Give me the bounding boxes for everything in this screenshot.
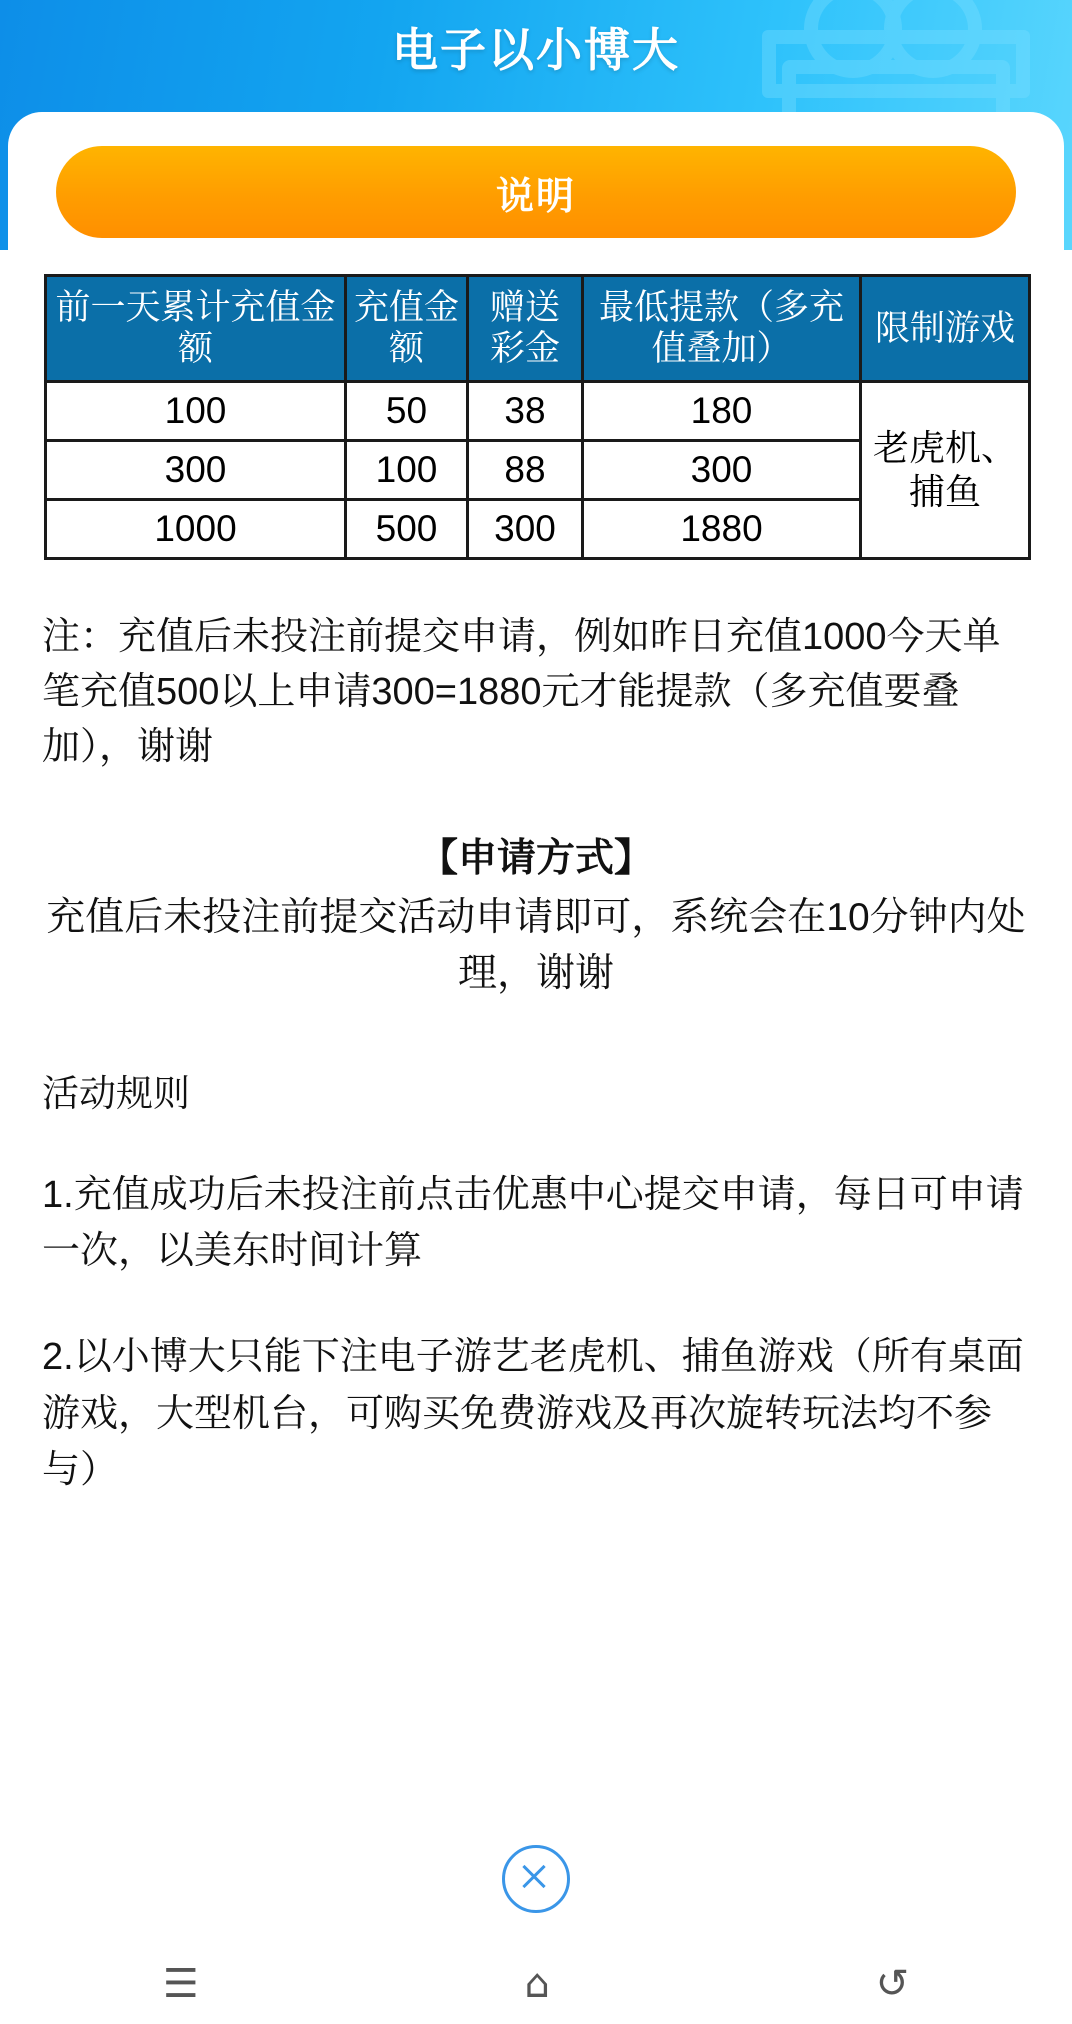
table-header-cell: 限制游戏 [861, 276, 1030, 382]
system-navigation-bar [0, 1944, 1072, 2024]
table-cell: 1880 [583, 499, 861, 558]
table-cell: 100 [46, 381, 346, 440]
promo-table [44, 274, 1031, 560]
apply-method-title: 【申请方式】 [418, 836, 653, 880]
table-cell: 180 [583, 381, 861, 440]
table-header-cell: 赠送彩金 [468, 276, 583, 382]
table-cell: 300 [46, 440, 346, 499]
table-cell: 1000 [46, 499, 346, 558]
close-circle-icon[interactable] [502, 1845, 570, 1913]
table-cell: 300 [468, 499, 583, 558]
table-header-cell: 前一天累计充值金额 [46, 276, 346, 382]
table-cell: 38 [468, 381, 583, 440]
table-cell: 500 [346, 499, 468, 558]
table-row [46, 381, 1030, 440]
table-header-cell: 最低提款（多充值叠加） [583, 276, 861, 382]
apply-method-text: 充值后未投注前提交活动申请即可，系统会在10分钟内处理，谢谢 [46, 896, 1026, 995]
table-header-cell: 充值金额 [346, 276, 468, 382]
rule-item-1: 1.充值成功后未投注前点击优惠中心提交申请，每日可申请一次，以美东时间计算 [42, 1174, 1024, 1273]
explain-button[interactable]: 说明 [56, 146, 1016, 238]
table-cell-limit-games: 老虎机、捕鱼 [861, 381, 1030, 558]
promo-table-wrapper [44, 274, 1028, 560]
content-sheet [8, 112, 1064, 1892]
rule-item-2: 2.以小博大只能下注电子游艺老虎机、捕鱼游戏（所有桌面游戏，大型机台，可购买免费游戏及再次旋转玩法均不参与） [42, 1336, 1024, 1491]
close-button-area [0, 1845, 1072, 1918]
rules-title: 活动规则 [42, 1073, 190, 1114]
menu-icon[interactable]: ☰ [162, 1961, 199, 2007]
home-icon[interactable]: ⌂ [524, 1961, 550, 2007]
table-cell: 50 [346, 381, 468, 440]
page-title: 电子以小博大 [392, 24, 680, 76]
table-cell: 100 [346, 440, 468, 499]
table-header-row [46, 276, 1030, 382]
apply-method-block [42, 831, 1030, 1001]
note-text: 注：充值后未投注前提交申请，例如昨日充值1000今天单笔充值500以上申请300=1880元才能提款（多充值要叠加），谢谢 [42, 615, 1001, 768]
table-cell: 300 [583, 440, 861, 499]
table-cell: 88 [468, 440, 583, 499]
back-icon[interactable]: ↺ [875, 1961, 910, 2007]
